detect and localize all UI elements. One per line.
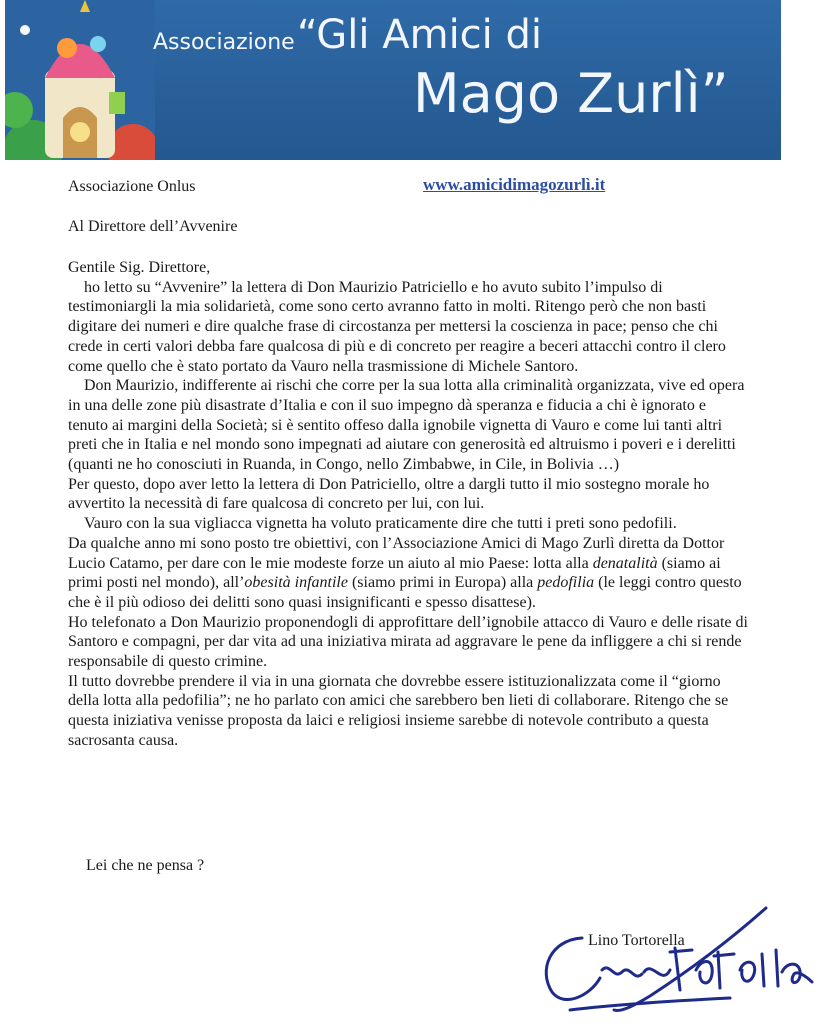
paragraph-2: Don Maurizio, indifferente ai rischi che corre per la sua lotta alla criminalità organizzata, vive ed opera in una delle zone più disastrate d’Italia e con il suo impegno dà speranza e fiducia a chi è ignorato e tenuto ai margini della Società; si è sentito offeso dalla ignobile vignetta di Vauro e come lui tanti altri preti che in Italia e nel mondo sono impegnati ad aiutare con generosità ed altruismo i poveri e i derelitti (quanti ne ho conosciuti in Ruanda, in Congo, nello Zimbabwe, in Cile, in Bolivia …): [68, 377, 745, 474]
letter-body: [68, 258, 748, 751]
paragraph-5-emphasis-obesita: obesità infantile: [244, 574, 348, 592]
paragraph-5-emphasis-pedofilia: pedofilia: [537, 574, 595, 592]
header-banner: [5, 0, 781, 160]
website-link[interactable]: www.amicidimagozurlì.it: [423, 175, 606, 194]
signature-typed-name: Lino Tortorella: [588, 932, 685, 949]
paragraph-5-text-e: (siamo primi in Europa) alla: [347, 574, 538, 592]
recipient-line: Al Direttore dell’Avvenire: [68, 218, 238, 235]
paragraph-5-text-a: Da qualche anno mi sono posto tre obiettivi, con l’Associazione Amici di Mago Zurlì diretta da Dottor Lucio Catamo, per dare con le mie modeste forze un aiuto al mio Paese: lotta alla: [68, 534, 725, 572]
paragraph-7: Il tutto dovrebbe prendere il via in una giornata che dovrebbe essere istituzionalizzata come il “giorno della lotta alla pedofilia”; ne ho parlato con amici che sarebbero ben lieti di collaborare. Ritengo che se questa iniziativa venisse proposta da laici e religiosi insieme sarebbe di notevole contributo a questa sacrosanta causa.: [68, 672, 729, 749]
paragraph-5-text-g: (le leggi contro questo che è il più odioso dei delitti sono quasi insignificanti e spesso disattese).: [68, 574, 742, 611]
paragraph-4: Vauro con la sua vigliacca vignetta ha voluto praticamente dire che tutti i preti sono pedofili.: [84, 515, 677, 533]
fairy-castle-illustration: [5, 0, 155, 160]
paragraph-5-emphasis-denatalita: denatalità: [592, 554, 658, 572]
salutation: Gentile Sig. Direttore,: [68, 259, 211, 276]
banner-title-line1: “Gli Amici di: [297, 12, 542, 58]
banner-title-line2: Mago Zurlì”: [413, 62, 729, 125]
association-onlus-label: Associazione Onlus: [68, 178, 196, 195]
paragraph-6: Ho telefonato a Don Maurizio proponendogli di approfittare dell’ignobile attacco di Vauro e delle risate di Santoro e compagni, per dar vita ad una iniziativa mirata ad aggravare le pene da infliggere a chi si rende responsabile di questo crimine.: [68, 613, 748, 671]
paragraph-1: ho letto su “Avvenire” la lettera di Don Maurizio Patriciello e ho avuto subito l’impulso di testimoniargli la mia solidarietà, come sono certo avranno fatto in molti. Ritengo però che non basti digitare dei numeri e dire qualche frase di circostanza per mettersi la coscienza in pace; penso che chi crede in certi valori debba fare qualcosa di più e di concreto per reagire a beceri attacchi contro il clero come quello che è stato portato da Vauro nella trasmissione di Michele Santoro.: [68, 278, 726, 375]
handwritten-signature: [530, 900, 815, 1020]
paragraph-5: [68, 534, 748, 613]
banner-association-label: Associazione: [153, 30, 295, 55]
paragraph-3: Per questo, dopo aver letto la lettera di Don Patriciello, oltre a dargli tutto il mio sostegno morale ho avvertito la necessità di fare qualcosa di concreto per lui, con lui.: [68, 475, 710, 513]
paragraph-5-text-c: (siamo ai primi posti nel mondo), all’: [68, 554, 721, 592]
closing-question: Lei che ne pensa ?: [86, 857, 205, 874]
